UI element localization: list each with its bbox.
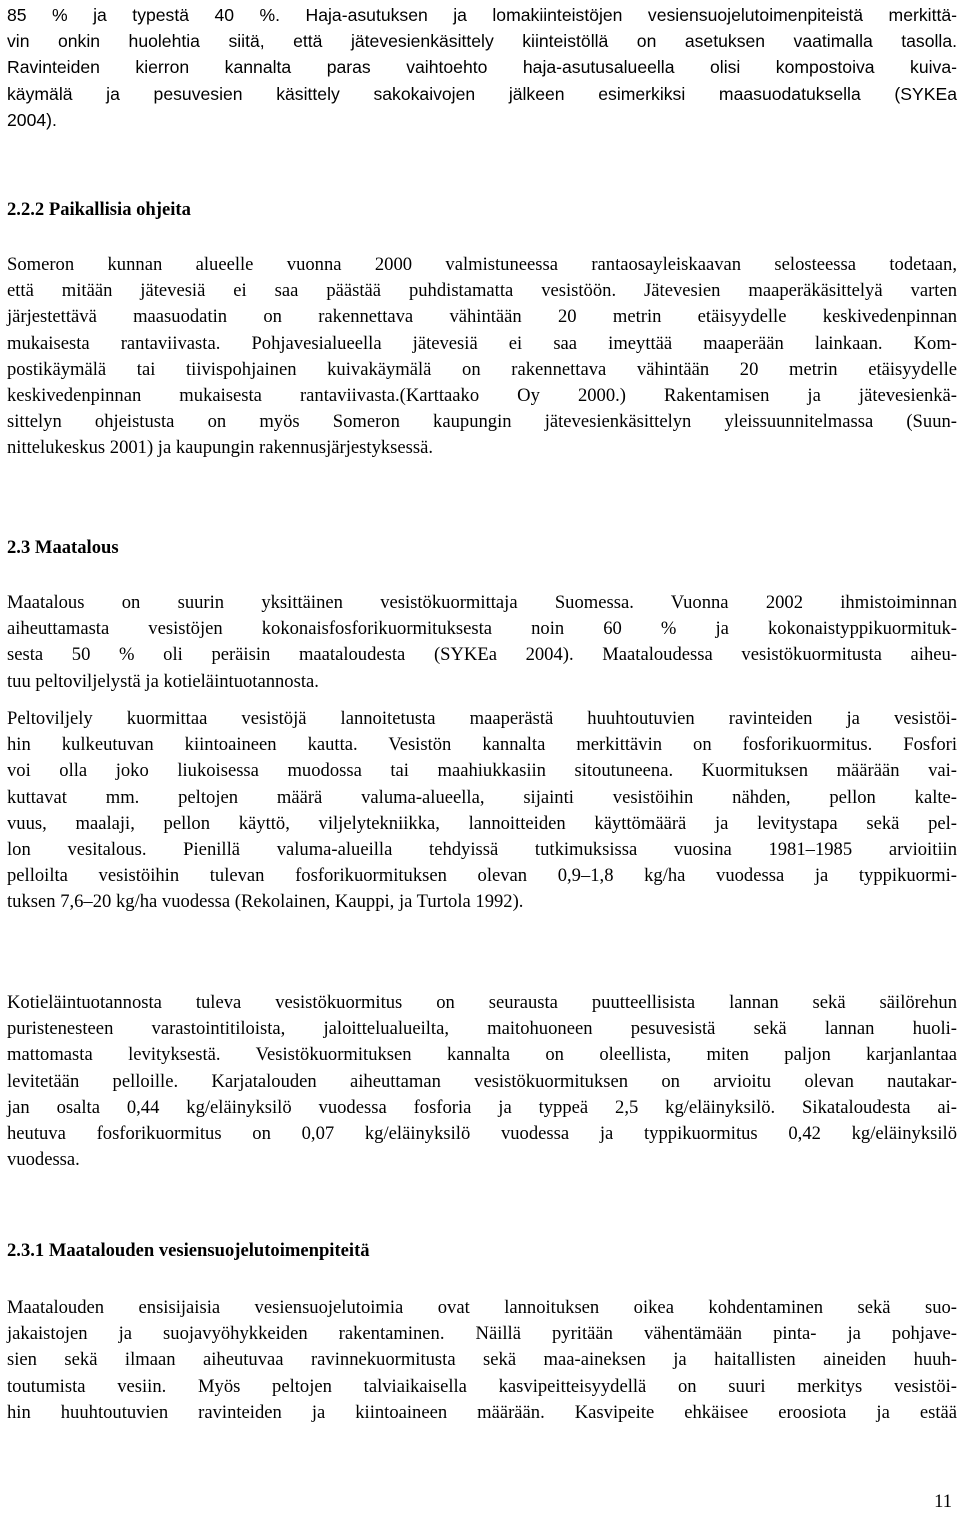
section-heading-2-2-2: 2.2.2 Paikallisia ohjeita <box>7 199 191 220</box>
text-line: sittelyn ohjeistusta on myös Someron kaupungin jätevesienkäsittelyn yleissuunnitelmassa (Suun- <box>7 411 957 433</box>
text-line: Ravinteiden kierron kannalta paras vaihtoehto haja-asutusalueella olisi kompostoiva kuiva- <box>7 57 957 78</box>
text-line: postikäymälä tai tiivispohjainen kuivakäymälä on rakennettava vähintään 20 metrin etäisyydelle <box>7 358 957 380</box>
text-line: jan osalta 0,44 kg/eläinyksilö vuodessa fosforia ja typpeä 2,5 kg/eläinyksilö. Sikataloudesta ai- <box>7 1096 957 1118</box>
text-line: keskivedenpinnan mukaisesta rantaviivasta.(Karttaako Oy 2000.) Rakentamisen ja jätevesienkä- <box>7 385 957 407</box>
text-line: Maatalouden ensisijaisia vesiensuojelutoimia ovat lannoituksen oikea kohdentaminen sekä suo- <box>7 1297 957 1318</box>
text-line: 85 % ja typestä 40 %. Haja-asutuksen ja lomakiinteistöjen vesiensuojelutoimenpiteistä merkittä- <box>7 5 957 25</box>
paragraph-maatalous-3 <box>7 990 957 1173</box>
text-line: että mitään jätevesiä ei saa päästää puhdistamatta vesistöön. Jätevesien maaperäkäsittelyä varten <box>7 280 957 302</box>
text-line: toutumista vesiin. Myös peltojen talviaikaisella kasvipeitteisyydellä on suuri merkitys vesistöi- <box>7 1375 957 1397</box>
paragraph-maatalous-2 <box>7 706 957 916</box>
text-line: kuttavat mm. peltojen määrä valuma-alueella, sijainti vesistöihin nähden, pellon kalte- <box>7 786 957 808</box>
text-line: jakaistojen ja suojavyöhykkeiden rakentaminen. Näillä pyritään vähentämään pinta- ja pohjave- <box>7 1323 957 1345</box>
text-line: Kotieläintuotannosta tuleva vesistökuormitus on seurausta puutteellisista lannan sekä säilörehun <box>7 992 957 1013</box>
section-heading-2-3-1: 2.3.1 Maatalouden vesiensuojelutoimenpiteitä <box>7 1240 370 1261</box>
text-line: sien sekä ilmaan aiheutuvaa ravinnekuormitusta sekä maa-aineksen ja haitallisten aineiden huuh- <box>7 1349 957 1371</box>
text-line: heutuva fosforikuormitus on 0,07 kg/eläinyksilö vuodessa ja typpikuormitus 0,42 kg/eläinyksilö <box>7 1123 957 1145</box>
text-line: lon vesitalous. Pienillä valuma-alueilla tehdyissä tutkimuksissa vuosina 1981–1985 arvioitiin <box>7 839 957 861</box>
text-line: pelloilta vesistöihin tulevan fosforikuormituksen olevan 0,9–1,8 kg/ha vuodessa ja typpikuormi- <box>7 865 957 887</box>
intro-paragraph <box>7 2 957 133</box>
text-line: tuksen 7,6–20 kg/ha vuodessa (Rekolainen, Kauppi, ja Turtola 1992). <box>7 891 524 913</box>
text-line: vuus, maalaji, pellon käyttö, viljelytekniikka, lannoitteiden käyttömäärä ja levitystapa sekä pel- <box>7 812 957 834</box>
text-line: Maatalous on suurin yksittäinen vesistökuormittaja Suomessa. Vuonna 2002 ihmistoiminnan <box>7 592 957 613</box>
text-line: hin kulkeutuvan kiintoaineen kautta. Vesistön kannalta merkittävin on fosforikuormitus. Fosfori <box>7 734 957 756</box>
text-line: Someron kunnan alueelle vuonna 2000 valmistuneessa rantaosayleiskaavan selosteessa todetaan, <box>7 254 957 275</box>
page-number: 11 <box>934 1491 952 1512</box>
text-line: tuu peltoviljelystä ja kotieläintuotannosta. <box>7 670 319 692</box>
text-line: mukaisesta rantaviivasta. Pohjavesialueella jätevesiä ei saa imeyttää maaperään lainkaan. Kom- <box>7 332 957 354</box>
text-line: käymälä ja pesuvesien käsittely sakokaivojen jälkeen esimerkiksi maasuodatuksella (SYKEa <box>7 83 957 104</box>
section-heading-2-3: 2.3 Maatalous <box>7 537 119 558</box>
text-line: levitetään pelloille. Karjatalouden aiheuttaman vesistökuormituksen on arvioitu olevan nautakar- <box>7 1070 957 1092</box>
paragraph-maatalous-1 <box>7 590 957 695</box>
text-line: sesta 50 % oli peräisin maataloudesta (SYKEa 2004). Maataloudessa vesistökuormitusta aiheu- <box>7 644 957 666</box>
text-line: aiheuttamasta vesistöjen kokonaisfosforikuormituksesta noin 60 % ja kokonaistyppikuormituk- <box>7 618 957 640</box>
text-line: 2004). <box>7 109 57 130</box>
paragraph-paikallisia-ohjeita <box>7 252 957 462</box>
text-line: hin huuhtoutuvien ravinteiden ja kiintoaineen määrään. Kasvipeite ehkäisee eroosiota ja estää <box>7 1401 957 1423</box>
text-line: mattomasta levityksestä. Vesistökuormituksen kannalta on oleellista, miten paljon karjanlantaa <box>7 1044 957 1066</box>
text-line: vin onkin huolehtia siitä, että jätevesienkäsittely kiinteistöllä on asetuksen vaatimalla tasolla. <box>7 31 957 52</box>
text-line: puristenesteen varastointitiloista, jaloittelualueilta, maitohuoneen pesuvesistä sekä lannan huoli- <box>7 1018 957 1040</box>
text-line: voi olla joko liukoisessa muodossa tai maahiukkasiin sitoutuneena. Kuormituksen määrään vai- <box>7 760 957 782</box>
text-line: vuodessa. <box>7 1149 80 1171</box>
text-line: järjestettävä maasuodatin on rakennettava vähintään 20 metrin etäisyydelle keskivedenpinnan <box>7 306 957 328</box>
text-line: nittelukeskus 2001) ja kaupungin rakennusjärjestyksessä. <box>7 437 434 459</box>
paragraph-vesiensuojelutoimenpiteita <box>7 1295 957 1426</box>
text-line: Peltoviljely kuormittaa vesistöjä lannoitetusta maaperästä huuhtoutuvien ravinteiden ja vesistöi- <box>7 708 957 729</box>
